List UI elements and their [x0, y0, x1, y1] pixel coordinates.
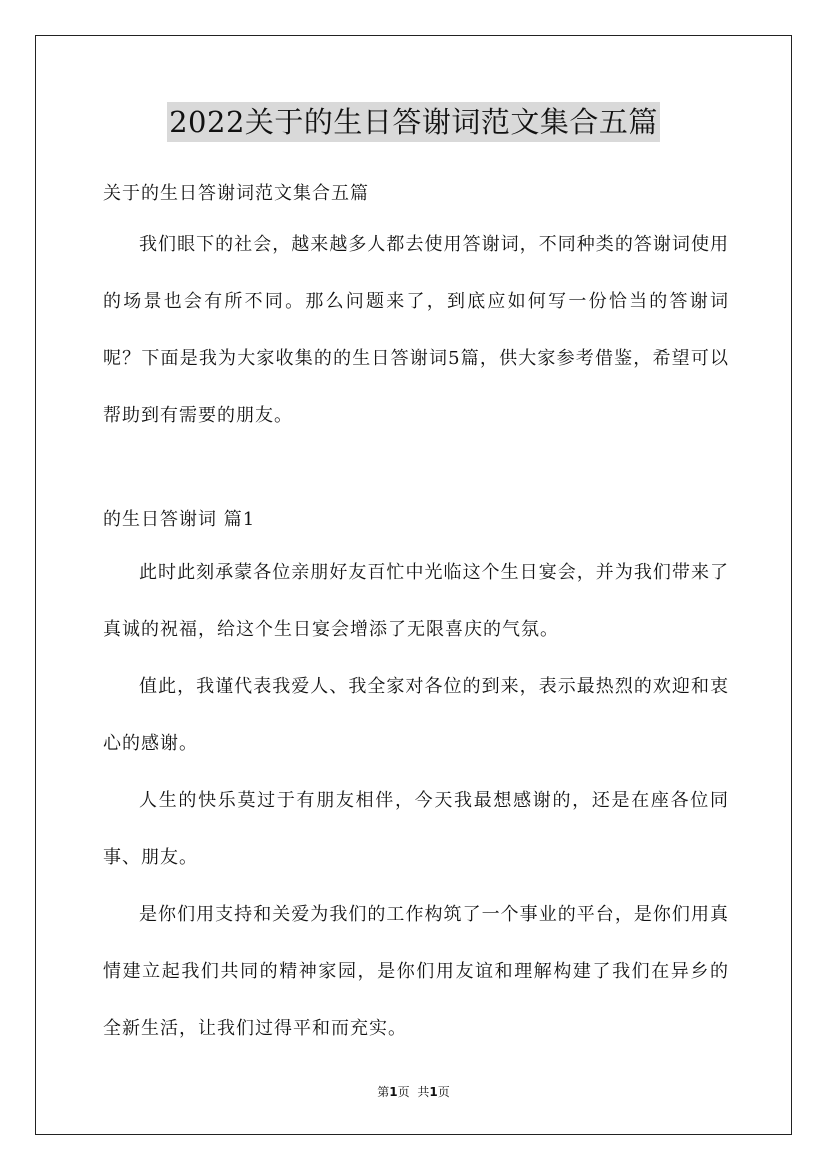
page-footer — [0, 1083, 827, 1100]
section-body — [103, 544, 729, 1057]
body-paragraph: 此时此刻承蒙各位亲朋好友百忙中光临这个生日宴会，并为我们带来了真诚的祝福，给这个生日宴会增添了无限喜庆的气氛。 — [103, 562, 729, 640]
total-suffix: 页 — [437, 1085, 450, 1099]
body-paragraph: 值此，我谨代表我爱人、我全家对各位的到来，表示最热烈的欢迎和衷心的感谢。 — [103, 676, 729, 754]
body-paragraph: 是你们用支持和关爱为我们的工作构筑了一个事业的平台，是你们用真情建立起我们共同的精神家园，是你们用友谊和理解构建了我们在异乡的全新生活，让我们过得平和而充实。 — [103, 904, 729, 1039]
page-prefix: 第 — [377, 1085, 390, 1099]
document-title: 2022关于的生日答谢词范文集合五篇 — [167, 102, 660, 142]
intro-block — [103, 216, 729, 444]
page-suffix: 页 — [397, 1085, 410, 1099]
page-number: 1 — [389, 1085, 398, 1099]
total-prefix: 共 — [417, 1085, 430, 1099]
intro-paragraph: 我们眼下的社会，越来越多人都去使用答谢词，不同种类的答谢词使用的场景也会有所不同。那么问题来了，到底应如何写一份恰当的答谢词呢？下面是我为大家收集的的生日答谢词5篇，供大家参考借鉴，希望可以帮助到有需要的朋友。 — [103, 234, 729, 426]
body-paragraph: 人生的快乐莫过于有朋友相伴，今天我最想感谢的，还是在座各位同事、朋友。 — [103, 790, 729, 868]
title-container — [0, 102, 827, 142]
document-subtitle: 关于的生日答谢词范文集合五篇 — [103, 183, 369, 204]
total-number: 1 — [429, 1085, 438, 1099]
section-heading: 的生日答谢词 篇1 — [103, 509, 256, 530]
